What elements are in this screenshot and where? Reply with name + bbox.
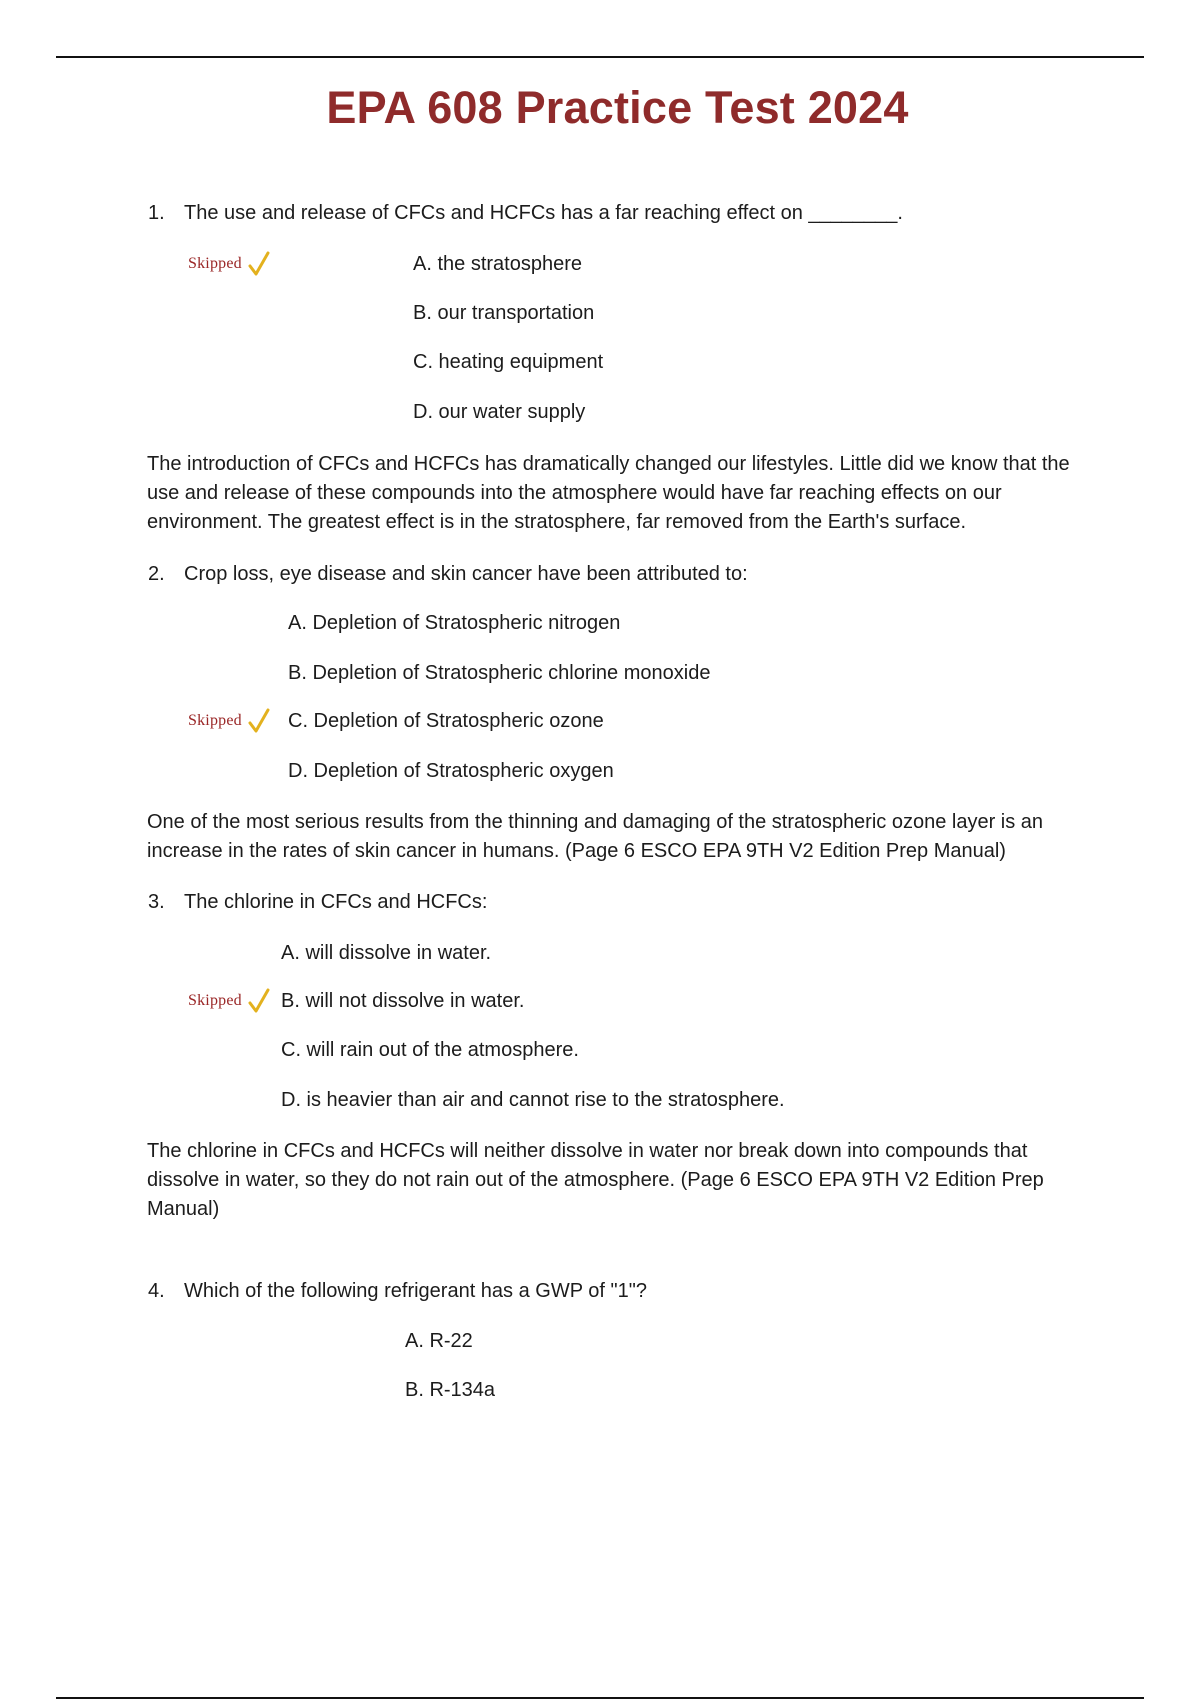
option-4b[interactable]: B. R-134a <box>405 1379 496 1401</box>
question-1 <box>148 202 903 225</box>
option-1c[interactable]: C. heating equipment <box>413 351 604 373</box>
checkmark-icon <box>248 988 270 1014</box>
skipped-marker-q1 <box>188 250 270 278</box>
page-title: EPA 608 Practice Test 2024 <box>326 82 909 133</box>
question-text: Which of the following refrigerant has a GWP of "1"? <box>184 1280 647 1302</box>
checkmark-icon <box>248 251 270 277</box>
option-1b[interactable]: B. our transportation <box>413 302 595 324</box>
bottom-rule <box>56 1697 1144 1699</box>
skipped-label: Skipped <box>188 255 242 272</box>
question-4 <box>148 1280 647 1303</box>
question-text: The chlorine in CFCs and HCFCs: <box>184 891 488 913</box>
explanation-3: The chlorine in CFCs and HCFCs will neither dissolve in water nor break down into compounds that dissolve in water, so they do not rain out of the atmosphere. (Page 6 ESCO EPA 9TH V2 Edition Prep Manual) <box>147 1140 1044 1220</box>
option-3a[interactable]: A. will dissolve in water. <box>281 942 492 964</box>
option-3d[interactable]: D. is heavier than air and cannot rise to the stratosphere. <box>281 1089 785 1111</box>
question-number: 2. <box>148 563 165 585</box>
skipped-marker-q3 <box>188 987 270 1015</box>
checkmark-icon <box>248 708 270 734</box>
question-text: Crop loss, eye disease and skin cancer have been attributed to: <box>184 563 748 585</box>
question-text: The use and release of CFCs and HCFCs has a far reaching effect on ________. <box>184 202 903 224</box>
skipped-marker-q2 <box>188 707 270 735</box>
option-1d[interactable]: D. our water supply <box>413 401 586 423</box>
option-1a[interactable]: A. the stratosphere <box>413 253 582 275</box>
option-2a[interactable]: A. Depletion of Stratospheric nitrogen <box>288 612 621 634</box>
explanation-2: One of the most serious results from the thinning and damaging of the stratospheric ozone layer is an increase in the rates of skin cancer in humans. (Page 6 ESCO EPA 9TH V2 Edition Prep Manual) <box>147 811 1044 862</box>
question-number: 3. <box>148 891 165 913</box>
option-2b[interactable]: B. Depletion of Stratospheric chlorine monoxide <box>288 662 711 684</box>
question-number: 4. <box>148 1280 165 1302</box>
explanation-1: The introduction of CFCs and HCFCs has dramatically changed our lifestyles. Little did we know that the use and release of these compounds into the atmosphere would have far reaching effects on our environment. The greatest effect is in the stratosphere, far removed from the Earth's surface. <box>147 453 1070 533</box>
skipped-label: Skipped <box>188 992 242 1009</box>
question-3 <box>148 891 487 914</box>
option-4a[interactable]: A. R-22 <box>405 1330 473 1352</box>
option-2d[interactable]: D. Depletion of Stratospheric oxygen <box>288 760 614 782</box>
option-3b[interactable]: B. will not dissolve in water. <box>281 990 525 1012</box>
question-2 <box>148 563 748 586</box>
skipped-label: Skipped <box>188 712 242 729</box>
question-number: 1. <box>148 202 165 224</box>
option-3c[interactable]: C. will rain out of the atmosphere. <box>281 1039 579 1061</box>
option-2c[interactable]: C. Depletion of Stratospheric ozone <box>288 710 604 732</box>
top-rule <box>56 56 1144 58</box>
